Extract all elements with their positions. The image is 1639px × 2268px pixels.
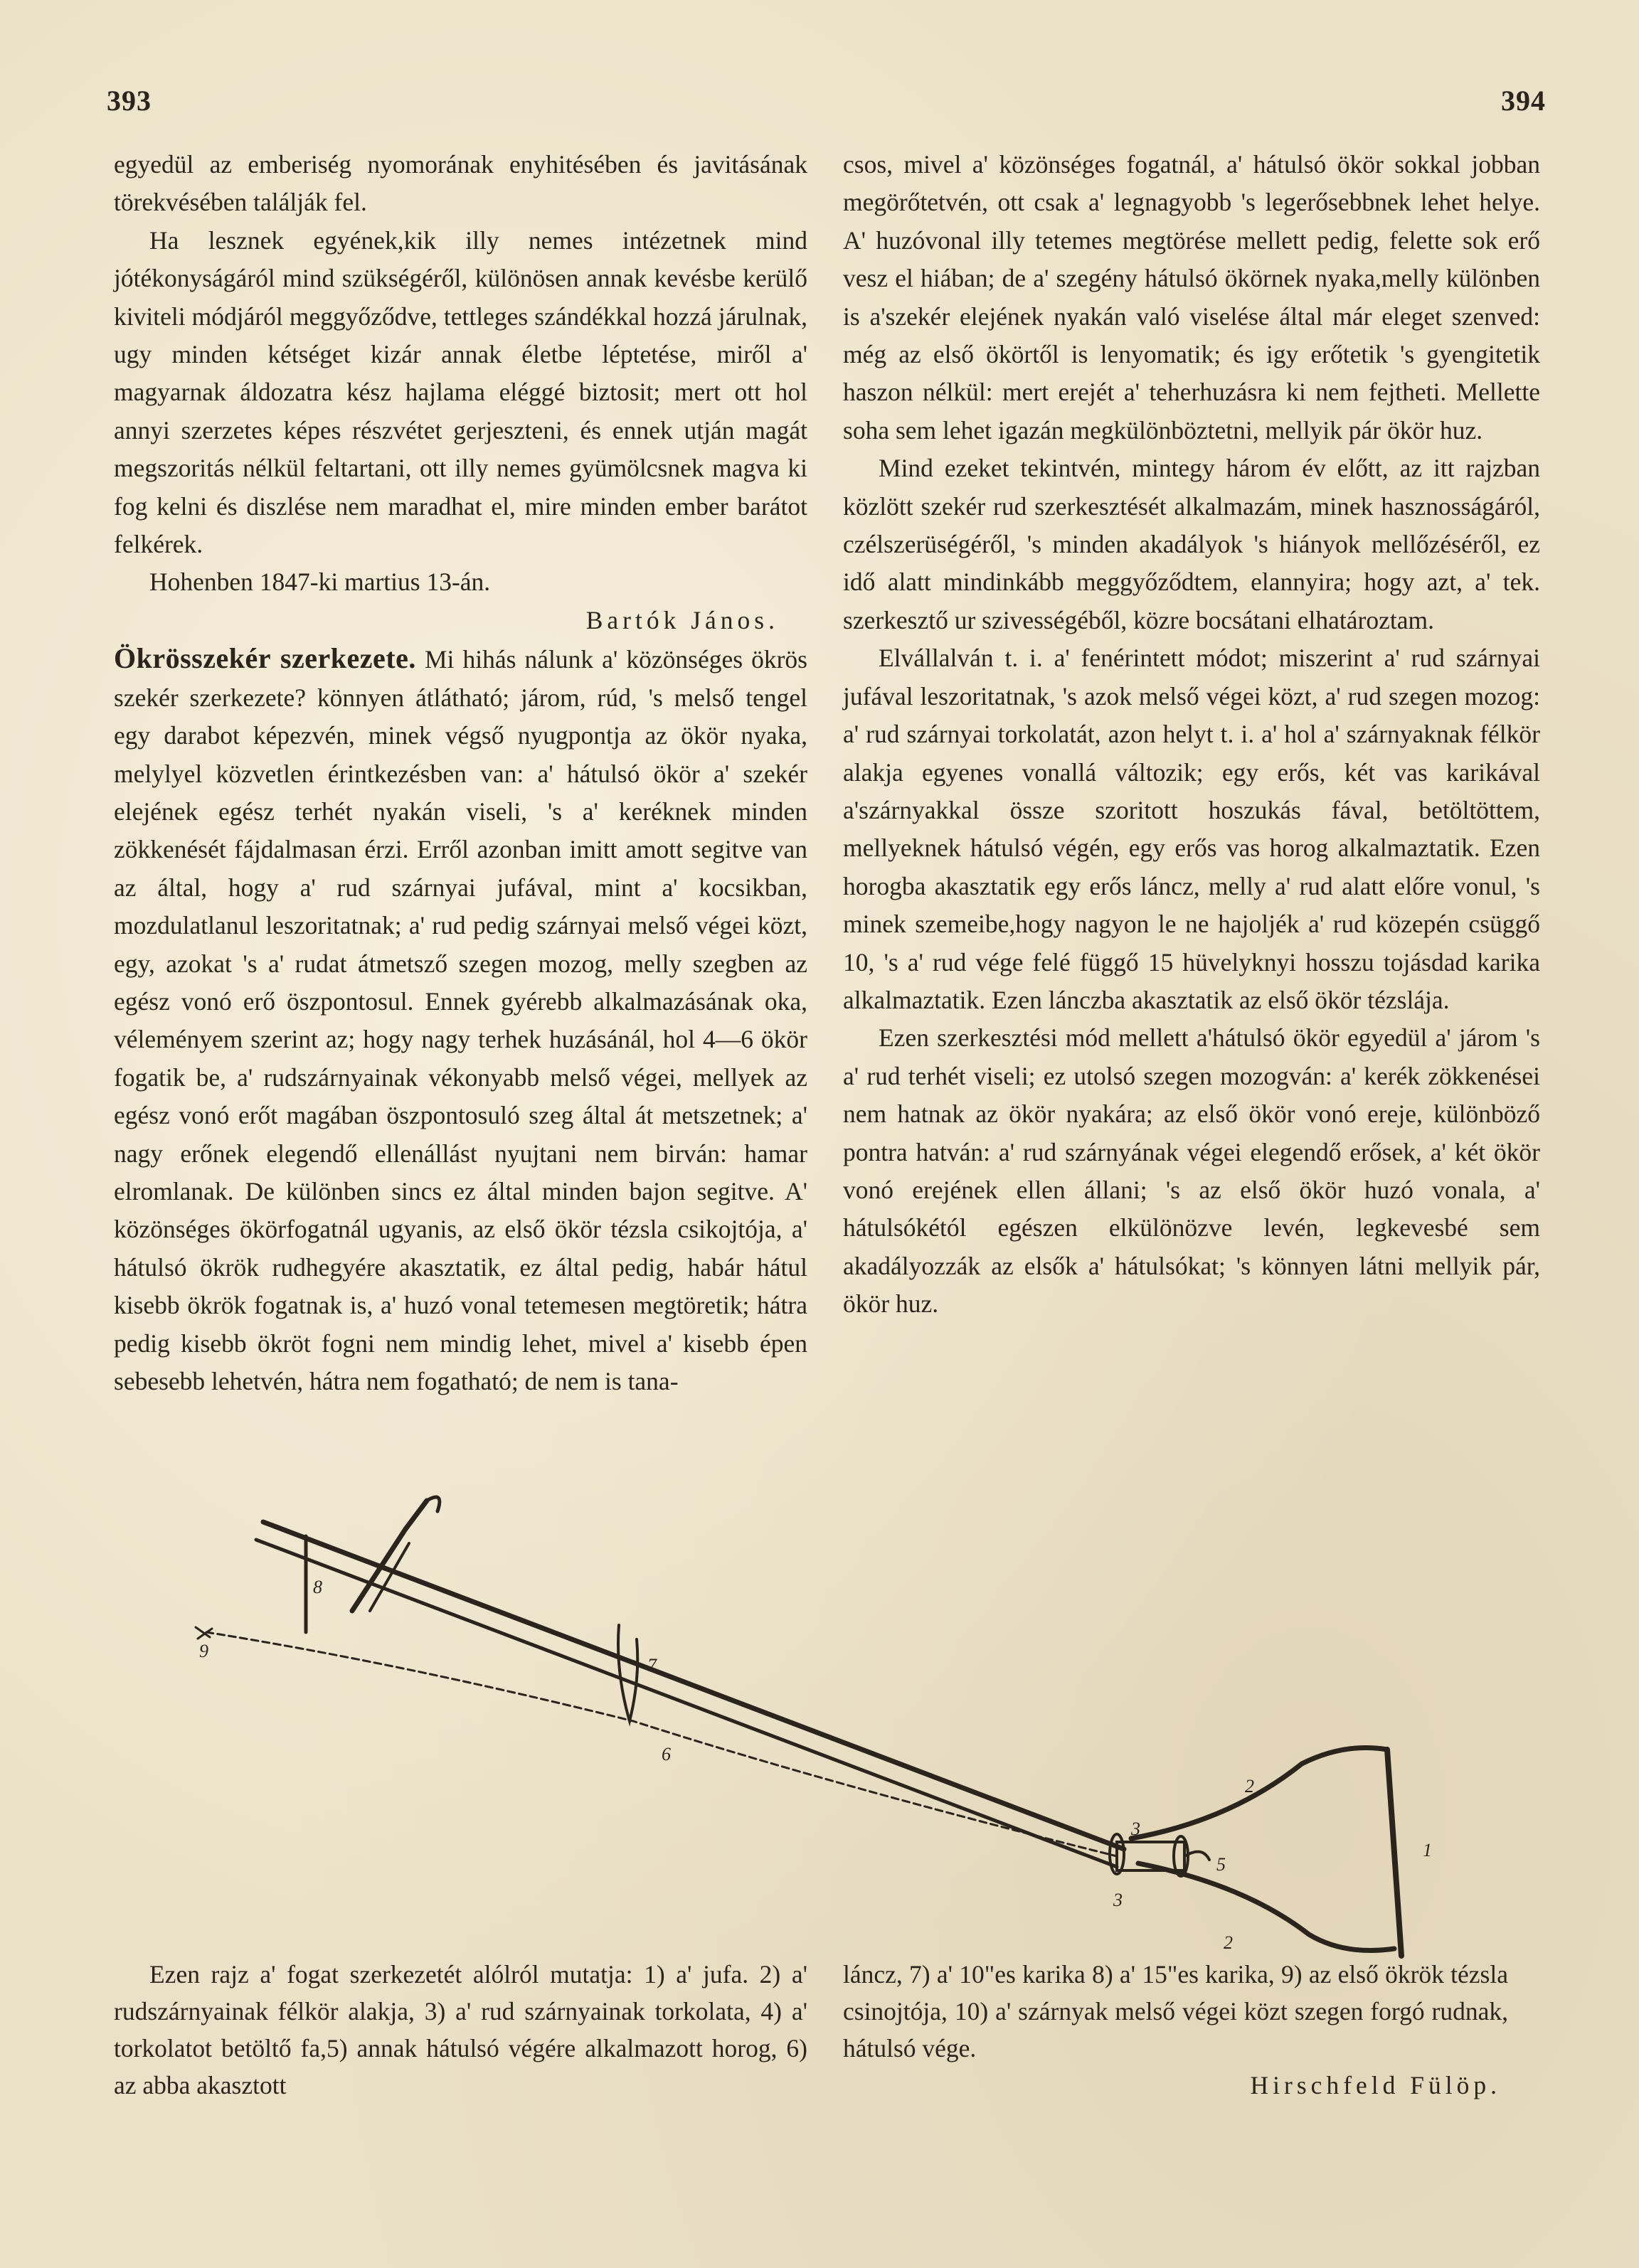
wing-lower — [1138, 1863, 1394, 1951]
paragraph: Ezen szerkesztési mód mellett a'hátulsó ökör egyedül a' járom 's a' rud terhét viseli; ez utolsó szegen mozogván: a' kerék zökkenései nem hatnak az ökör nyakára; az első ökör vonó ereje, különböző pontra hatván: a' rud szárnyának végei elegendő erősek, a' két ökör vonó erejének ellen állani; 's az első ökör huzó vonala, a' hátulsókétól egészen elkülönözve levén, legkevesbé sem akadályozzák az elsők a' hátulsókat; 's könnyen látni mellyik pár, ökör huz. — [843, 1023, 1540, 1319]
caption-text: láncz, 7) a' 10"es karika 8) a' 15"es karika, 9) az első ökrök tézsla csinojtója, 10) a' szárnyak melső végei közt szegen forgó rudnak, hátulsó vége. — [843, 1960, 1508, 2062]
front-hook-post — [352, 1501, 427, 1611]
label-2-top: 2 — [1245, 1776, 1254, 1796]
label-3-top: 3 — [1131, 1819, 1140, 1839]
signature: Bartók János. — [585, 605, 779, 634]
caption-right — [843, 1956, 1508, 2104]
label-2-bottom: 2 — [1224, 1932, 1233, 1953]
label-8: 8 — [313, 1577, 322, 1597]
article-paragraph — [114, 639, 807, 1400]
ring-7 — [618, 1625, 637, 1721]
pole-lower-edge — [256, 1540, 1117, 1867]
paragraph: Mind ezeket tekintvén, mintegy három év előtt, az itt rajzban közlött szekér rud szerkesztését alkalmazám, minek hasznosságáról, czélszerüségéről, 's minden akadályok 's hiányok mellőzéséről, ez idő alatt mindinkább meggyőződtem, elannyira; hogy azt, a' tek. szerkesztő ur szivességéből, közre bocsátani elhatároztam. — [843, 454, 1540, 634]
paragraph: Elvállalván t. i. a' fenérintett módot; miszerint a' rud szárnyai jufával leszoritatnak, 's azok melső végei közt, a' rud szegen mozog: a' rud szárnyai torkolatát, azon helyt t. i. a' hol a' szárnyaknak félkör alakja egyenes vonallá változik; egy erős, két vas karikával a'szárnyakkal össze szoritott hoszukás fával, betöltöttem, mellyeknek hátulsó végén, egy erős vas horog alkalmaztatik. Ezen horogba akasztatik egy erős láncz, melly a' rud alatt előre vonul, 's minek szemeibe,hogy nagyon le ne hajoljék a' rud közepén csüggő 10, 's a' rud vége felé függő 15 hüvelyknyi hosszu tojásdad karika alkalmaztatik. Ezen lánczba akasztatik az első ökör tézslája. — [843, 644, 1540, 1014]
label-7: 7 — [647, 1655, 657, 1676]
illustration-svg — [192, 1486, 1487, 1953]
label-3-bottom: 3 — [1113, 1890, 1123, 1910]
paragraph: egyedül az emberiség nyomorának enyhitésében és javitásának törekvésében találják fel. — [114, 150, 807, 217]
ox-cart-pole-illustration — [192, 1486, 1487, 1953]
caption-left — [114, 1956, 807, 2104]
page-number-right: 394 — [1501, 85, 1546, 117]
label-5: 5 — [1216, 1854, 1226, 1875]
front-hook-tip — [427, 1497, 440, 1511]
place-date: Hohenben 1847-ki martius 13-án. — [149, 568, 491, 597]
caption-text: Ezen rajz a' fogat szerkezetét alólról mutatja: 1) a' jufa. 2) a' rudszárnyainak félkör alakja, 3) a' rud szárnyainak torkolata, 4) a' torkolatot betöltő fa,5) annak hátulsó végére alkalmazott horog, 6) az abba akasztott — [114, 1960, 807, 2099]
article-text: Mi hihás nálunk a' közönséges ökrös szekér szerkezete? könnyen átlátható; járom, rúd, 's melső tengel egy darabot képezvén, minek végső nyugpontja az ökör nyaka, melylyel közvetlen érintkezésben van: a' hátulsó ökör a' szekér elejének egész terhét nyakán viseli, 's a' keréknek minden zökkenését fájdalmasan érzi. Erről azonban imitt amott segitve van az által, hogy a' rud szárnyai jufával, mint a' kocsikban, mozdulatlanul leszoritatnak; a' rud pedig szárnyai melső végei közt, egy, azokat 's a' rudat átmetsző szegen mozog, melly szegben az egész vonó erő öszpontosul. Ennek gyérebb alkalmazásának oka, véleményem szerint az; hogy nagy terhek huzásánál, hol 4—6 ökör fogatik be, a' rudszárnyainak vékonyabb melső végei, mellyek az egész vonó erőt magában öszpontosuló szeg által át metszetnek; a' nagy erőnek elegendő ellenállást nyujtani nem birván: hamar elromlanak. De különben sincs ez által minden bajon segitve. A' közönséges ökörfogatnál ugyanis, az első ökör tézsla csikojtója, a' hátulsó ökrök rudhegyére akasztatik, ez által pedig, habár hátul kisebb ökrök fogatnak is, a' huzó vonal tetemesen megtöretik; hátra pedig kisebb ökröt fogni nem mindig lehet, mivel a' kisebb épen sebesebb lehetvén, hátra nem fogatható; de nem is tana- — [114, 645, 807, 1395]
article-title: Ökrösszekér szerkezete. — [114, 642, 416, 675]
right-column — [843, 146, 1540, 1324]
paragraph: Ha lesznek egyének,kik illy nemes intézetnek mind jótékonyságáról mind szükségéről, különösen annak kevésbe kerülő kiviteli módjáról meggyőződve, tettleges szándékkal hozzá járulnak, ugy minden kétséget kizár annak életbe léptetése, miről a' magyarnak áldozatra kész hajlama eléggé biztosit; mert ott hol annyi szerzetes képes részvétet gerjeszteni, és ennek utján magát megszoritás nélkül feltartani, ott illy nemes gyümölcsnek magva ki fog kelni és diszlése nem maradhat el, mire minden ember barátot felkérek. — [114, 225, 807, 559]
label-6: 6 — [662, 1744, 671, 1764]
caption-signature: Hirschfeld Fülöp. — [1250, 2071, 1501, 2099]
page-number-left: 393 — [107, 85, 152, 117]
wing-upper — [1131, 1748, 1387, 1839]
label-9: 9 — [199, 1641, 208, 1661]
label-1: 1 — [1423, 1840, 1432, 1860]
jufa-1 — [1387, 1750, 1401, 1956]
left-column — [114, 146, 807, 1400]
paragraph: csos, mivel a' közönséges fogatnál, a' hátulsó ökör sokkal jobban megörőtetvén, ott csak a' legnagyobb 's legerősebbnek lehet helye. A' huzóvonal illy tetemes megtörése mellett pedig, felette sok erő vesz el hiában; de a' szegény hátulsó ökörnek nyaka,melly különben is a'szekér elejének nyakán való viselése által már eleget szenved: még az első ökörtől is lenyomatik; és igy erőtetik 's gyengitetik haszon nélkül: mert erejét a' teherhuzásra ki nem fejtheti. Mellette soha sem lehet igazán megkülönböztetni, mellyik pár ökör huz. — [843, 150, 1540, 444]
